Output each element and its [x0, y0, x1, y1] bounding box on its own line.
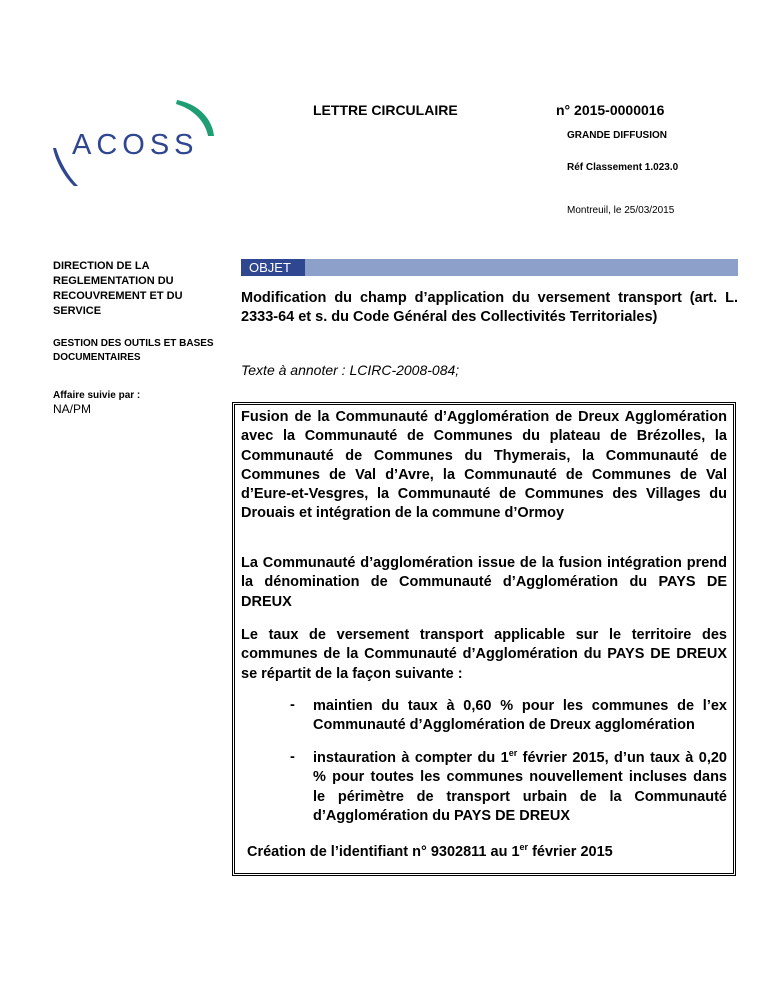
text-to-annotate: Texte à annoter : LCIRC-2008-084;: [241, 362, 460, 378]
bullet-item-instauration-end: février 2015, d’un taux à 0,20 % pour toutes les communes nouvellement incluses dans le périmètre de transport urbain de la Communauté d’Agglomération du PAYS DE DREUX: [313, 750, 727, 824]
identifier-creation-end: février 2015: [528, 844, 613, 860]
paragraph-denomination: La Communauté d’agglomération issue de la fusion intégration prend la dénomination de Communauté d’Agglomération du PAYS DE DREUX: [241, 555, 727, 610]
bullet-marker: -: [290, 697, 295, 713]
classement-ref: Réf Classement 1.023.0: [567, 162, 679, 173]
paragraph-fusion: Fusion de la Communauté d’Agglomération de Dreux Agglomération avec la Communauté de Communes du plateau de Brézolles, la Communauté de Communes du Thymerais, la Communauté de Communes de Val d’Avre, la Communauté de Communes de Val d’Eure-et-Vesgres, la Communauté de Communes des Villages du Drouais et intégration de la commune d’Ormoy: [241, 409, 727, 522]
diffusion-label: GRANDE DIFFUSION: [567, 130, 667, 141]
bullet-marker: -: [290, 749, 295, 765]
ordinal-suffix: er: [519, 842, 529, 853]
document-date: Montreuil, le 25/03/2015: [567, 205, 675, 216]
identifier-creation: [247, 844, 613, 860]
paragraph-rate-intro: Le taux de versement transport applicable sur le territoire des communes de la Communauté d’Agglomération du PAYS DE DREUX se répartit de la façon suivante :: [241, 627, 727, 682]
identifier-creation-start: Création de l’identifiant n° 9302811 au 1: [247, 844, 520, 860]
bullet-item-instauration: [313, 749, 727, 826]
direction-name: DIRECTION DE LA REGLEMENTATION DU RECOUVREMENT ET DU SERVICE: [53, 260, 183, 317]
bullet-item-instauration-start: instauration à compter du 1: [313, 750, 509, 766]
objet-bar: [241, 259, 738, 276]
department-name: GESTION DES OUTILS ET BASES DOCUMENTAIRES: [53, 338, 214, 363]
followed-by-label: Affaire suivie par :: [53, 390, 141, 401]
circular-number: n° 2015-0000016: [556, 102, 665, 118]
sender-column: [53, 259, 221, 416]
document-type: LETTRE CIRCULAIRE: [313, 102, 458, 118]
followed-by-value: NA/PM: [53, 402, 92, 416]
subject-text: Modification du champ d’application du versement transport (art. L. 2333-64 et s. du Code Général des Collectivités Territoriales): [241, 290, 738, 325]
bullet-item-maintien: maintien du taux à 0,60 % pour les communes de l’ex Communauté d’Agglomération de Dreux agglomération: [313, 698, 727, 734]
ordinal-suffix: er: [508, 748, 518, 759]
logo-text: ACOSS: [72, 129, 199, 161]
acoss-logo: [50, 96, 220, 191]
objet-label: OBJET: [241, 259, 305, 276]
